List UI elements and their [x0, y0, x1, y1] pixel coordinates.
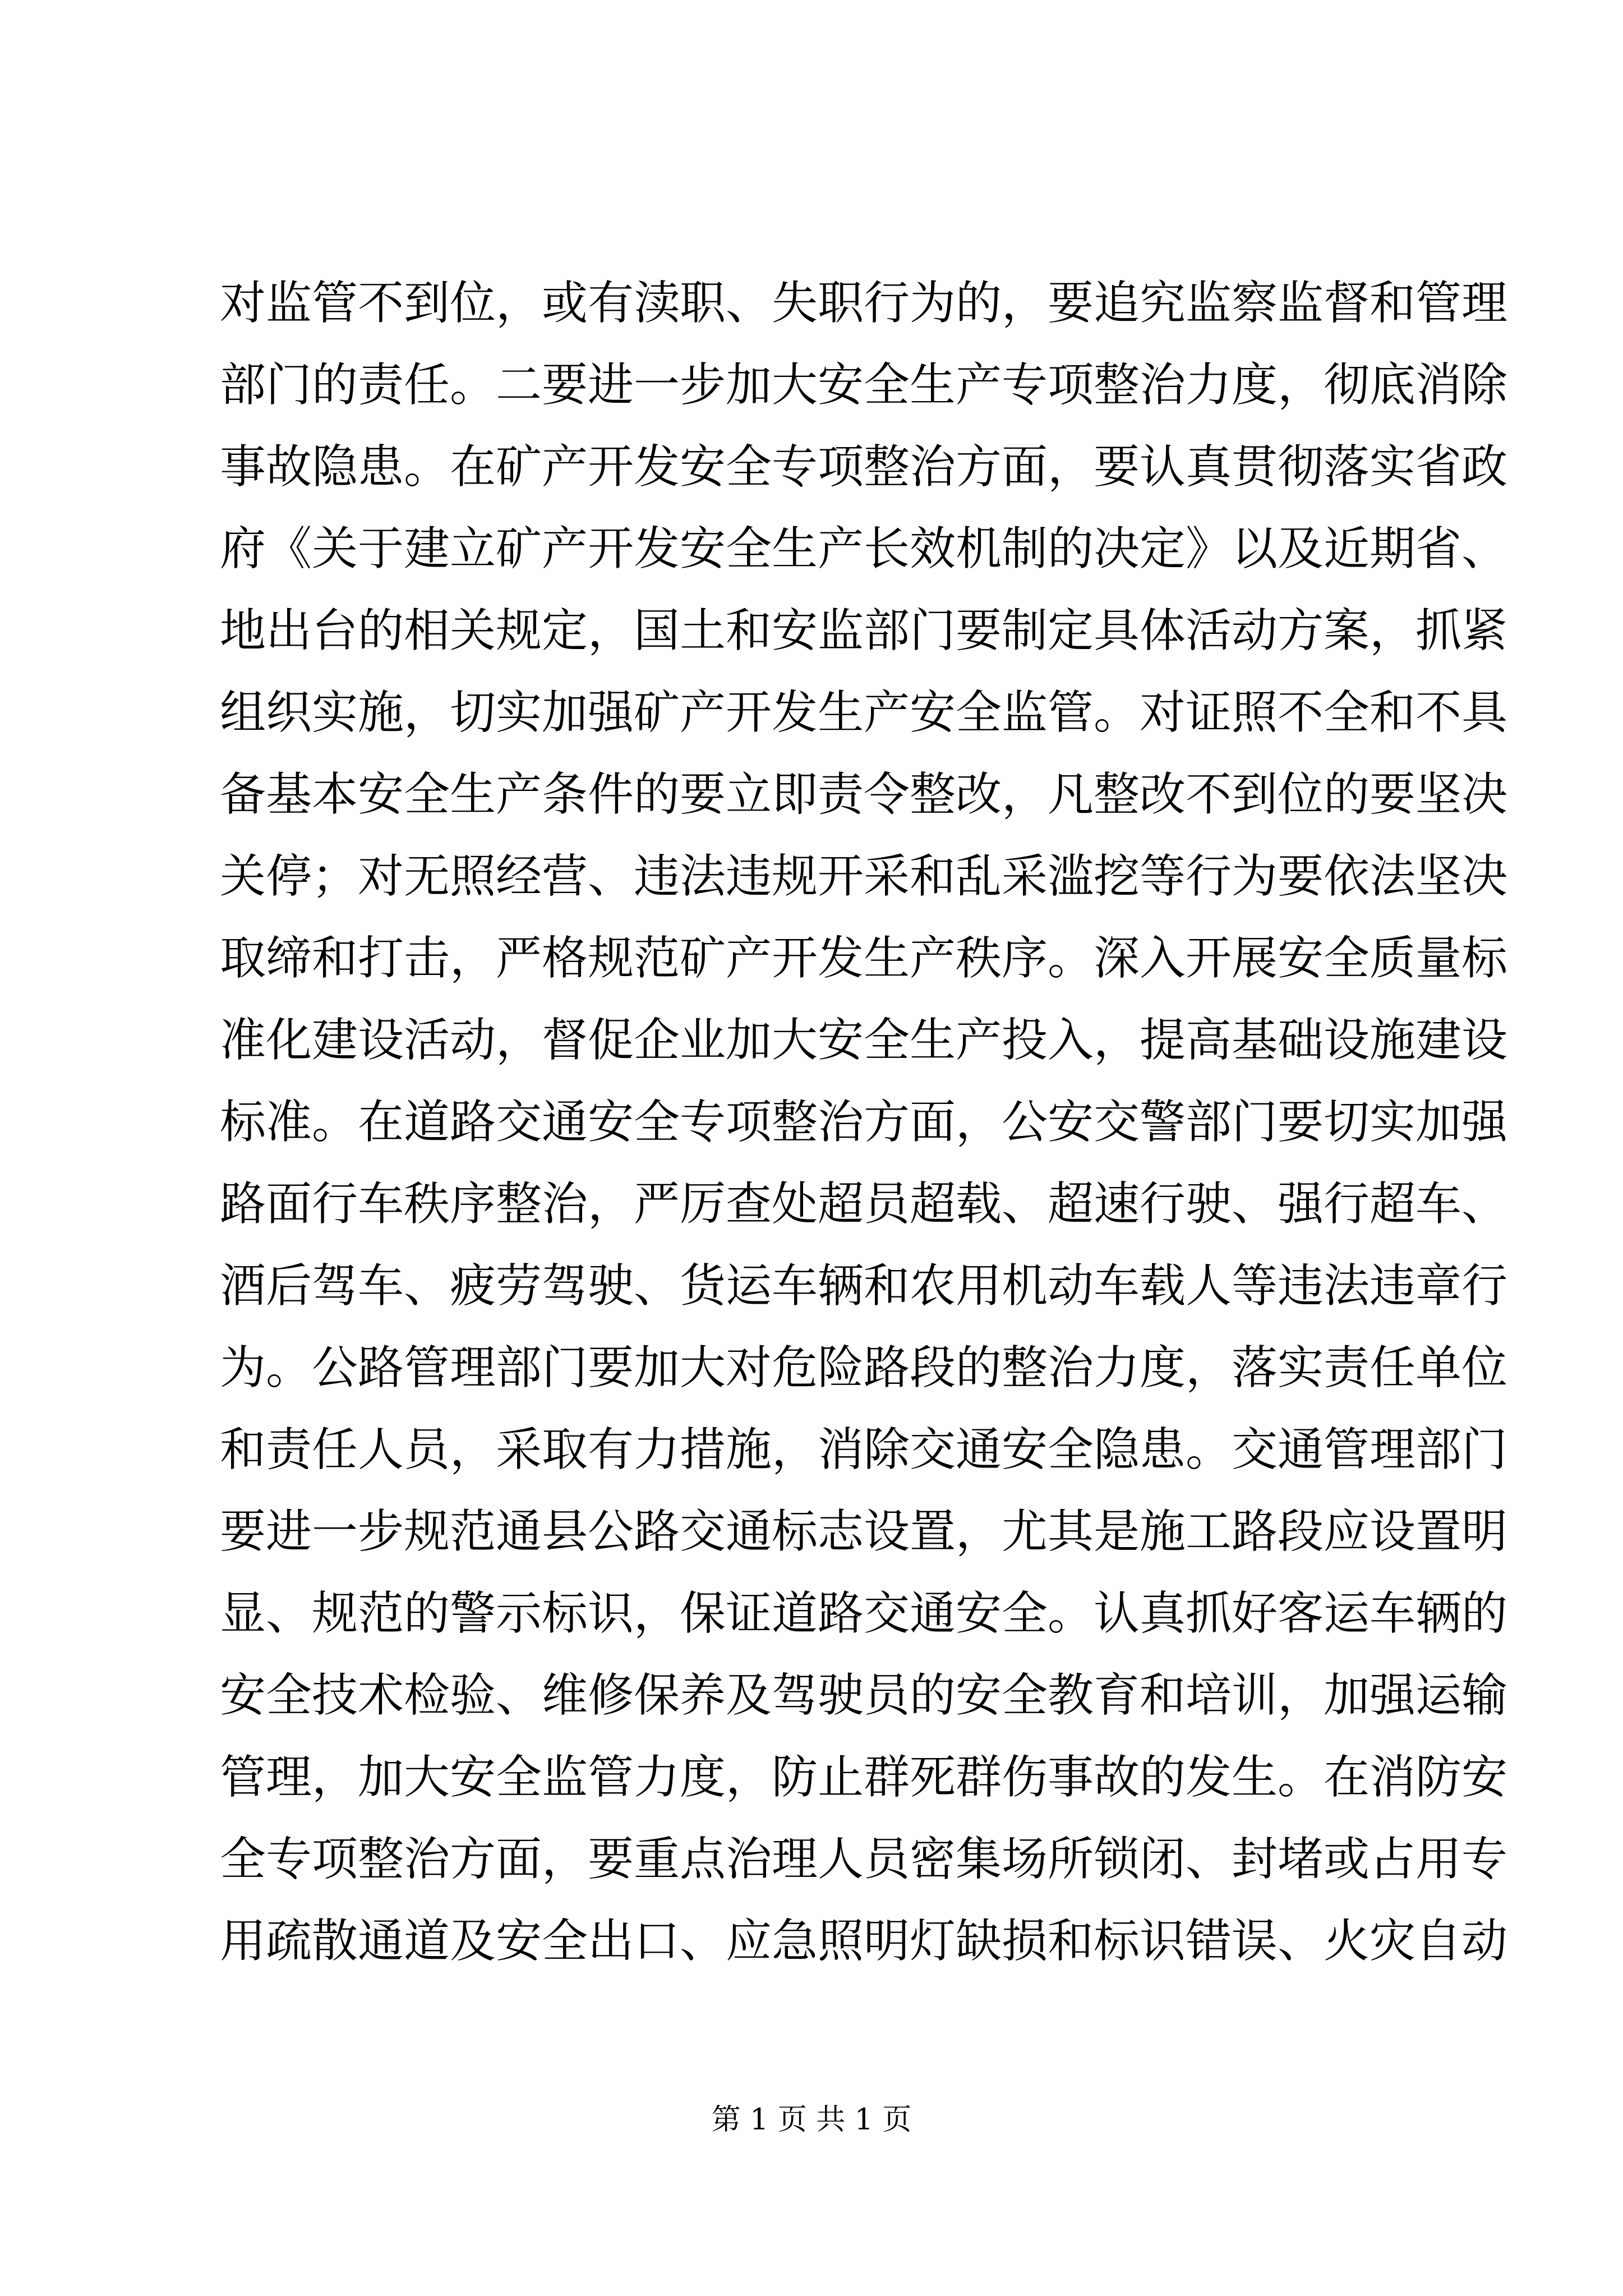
body-text: [220, 263, 1508, 1982]
page-number: 第 1 页 共 1 页: [711, 2103, 912, 2137]
text-line: 为。公路管理部门要加大对危险路段的整治力度，落实责任单位: [220, 1341, 1508, 1395]
text-line: 安全技术检验、维修保养及驾驶员的安全教育和培训，加强运输: [220, 1669, 1508, 1722]
text-line: 部门的责任。二要进一步加大安全生产专项整治力度，彻底消除: [220, 358, 1508, 412]
text-line: 组织实施，切实加强矿产开发生产安全监管。对证照不全和不具: [220, 686, 1508, 739]
text-line: 用疏散通道及安全出口、应急照明灯缺损和标识错误、火灾自动: [220, 1915, 1508, 1968]
text-line: 事故隐患。在矿产开发安全专项整治方面，要认真贯彻落实省政: [220, 440, 1508, 494]
text-line: 取缔和打击，严格规范矿产开发生产秩序。深入开展安全质量标: [220, 932, 1508, 985]
text-line: 准化建设活动，督促企业加大安全生产投入，提高基础设施建设: [220, 1014, 1508, 1067]
text-line: 管理，加大安全监管力度，防止群死群伤事故的发生。在消防安: [220, 1751, 1508, 1804]
text-line: 府《关于建立矿产开发安全生产长效机制的决定》以及近期省、: [220, 522, 1508, 576]
text-line: 路面行车秩序整治，严厉查处超员超载、超速行驶、强行超车、: [220, 1177, 1508, 1231]
text-line: 要进一步规范通县公路交通标志设置，尤其是施工路段应设置明: [220, 1505, 1508, 1558]
page-footer: [0, 2100, 1623, 2139]
text-line: 对监管不到位，或有渎职、失职行为的，要追究监察监督和管理: [220, 277, 1508, 330]
text-line: 显、规范的警示标识，保证道路交通安全。认真抓好客运车辆的: [220, 1587, 1508, 1640]
text-line: 和责任人员，采取有力措施，消除交通安全隐患。交通管理部门: [220, 1423, 1508, 1476]
text-line: 标准。在道路交通安全专项整治方面，公安交警部门要切实加强: [220, 1096, 1508, 1149]
text-line: 酒后驾车、疲劳驾驶、货运车辆和农用机动车载人等违法违章行: [220, 1259, 1508, 1313]
text-line: 地出台的相关规定，国土和安监部门要制定具体活动方案，抓紧: [220, 604, 1508, 657]
text-line: 全专项整治方面，要重点治理人员密集场所锁闭、封堵或占用专: [220, 1833, 1508, 1886]
text-line: 关停；对无照经营、违法违规开采和乱采滥挖等行为要依法坚决: [220, 850, 1508, 903]
text-line: 备基本安全生产条件的要立即责令整改，凡整改不到位的要坚决: [220, 768, 1508, 821]
